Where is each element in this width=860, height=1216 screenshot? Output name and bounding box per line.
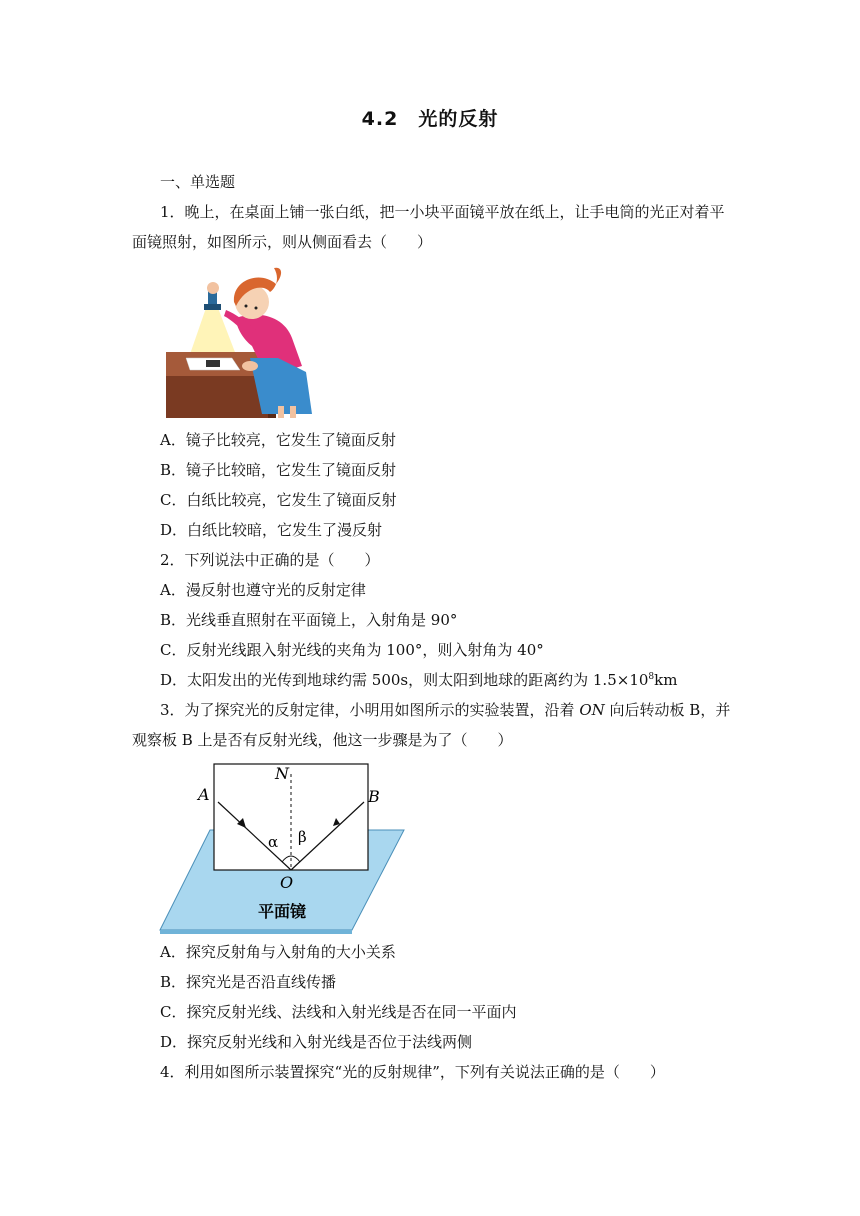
label-n: N (275, 764, 289, 783)
label-alpha: α (268, 833, 279, 851)
q1-option-c: C．白纸比较亮，它发生了镜面反射 (160, 491, 397, 509)
label-a: A (198, 785, 210, 804)
label-beta: β (298, 828, 307, 846)
q1-stem-line1: 1．晚上，在桌面上铺一张白纸，把一小块平面镜平放在纸上，让手电筒的光正对着平 (160, 203, 725, 221)
q3-stem-line1: 3．为了探究光的反射定律，小明用如图所示的实验装置，沿着 ON 向后转动板 B，并 (160, 701, 731, 719)
q2-option-d: D．太阳发出的光传到地球约需 500s，则太阳到地球的距离约为 $1.5\times 10^8km$ (160, 671, 678, 689)
q1-option-d: D．白纸比较暗，它发生了漫反射 (160, 521, 383, 539)
flashlight-girl-figure (166, 266, 316, 418)
q1-option-a: A．镜子比较亮，它发生了镜面反射 (160, 431, 396, 449)
label-mirror: 平面镜 (258, 902, 307, 921)
label-b: B (368, 787, 380, 806)
q1-option-b: B．镜子比较暗，它发生了镜面反射 (160, 461, 397, 479)
q1-stem-line2: 面镜照射，如图所示，则从侧面看去（ ） (132, 233, 433, 251)
q2-option-b: B．光线垂直照射在平面镜上，入射角是 90° (160, 611, 458, 629)
q4-stem: 4．利用如图所示装置探究“光的反射规律”，下列有关说法正确的是（ ） (160, 1063, 665, 1081)
q2-stem: 2．下列说法中正确的是（ ） (160, 551, 380, 569)
q3-option-d: D．探究反射光线和入射光线是否位于法线两侧 (160, 1033, 473, 1051)
q3-option-c: C．探究反射光线、法线和入射光线是否在同一平面内 (160, 1003, 517, 1021)
label-o: O (280, 873, 294, 892)
q3-option-b: B．探究光是否沿直线传播 (160, 973, 337, 991)
q2-option-c: C．反射光线跟入射光线的夹角为 100°，则入射角为 40° (160, 641, 544, 659)
q3-stem-line2: 观察板 B 上是否有反射光线，他这一步骤是为了（ ） (132, 731, 513, 749)
q2-option-a: A．漫反射也遵守光的反射定律 (160, 581, 366, 599)
reflection-apparatus-figure (158, 762, 408, 934)
section-heading: 一、单选题 (160, 173, 236, 191)
page-title: 4.2 光的反射 (361, 108, 499, 130)
q3-option-a: A．探究反射角与入射角的大小关系 (160, 943, 396, 961)
